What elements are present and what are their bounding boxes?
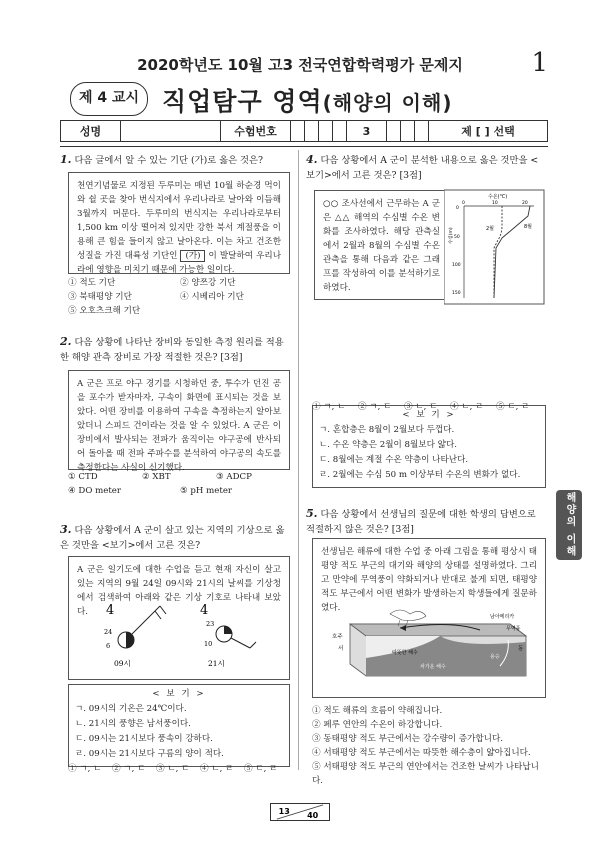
q3-question bbox=[60, 522, 292, 553]
q3-station1-barb bbox=[160, 606, 166, 614]
q4-bogi-item: ㄴ. 수온 약층은 2월이 8월보다 얇다. bbox=[319, 440, 457, 450]
q5-label-australia: 호주 bbox=[332, 634, 343, 640]
subject-side-tab: 해양의 이해 bbox=[556, 490, 582, 560]
q3-station1-dew: 6 bbox=[106, 642, 111, 650]
q5-label-east: 동 bbox=[518, 646, 524, 652]
q4-y-tick: 0 bbox=[456, 206, 459, 211]
page-footer bbox=[270, 803, 330, 821]
q1-choice-4[interactable]: ④ 시베리아 기단 bbox=[180, 292, 244, 302]
q3-weather-symbols bbox=[76, 600, 282, 676]
q2-passage: A 군은 프로 야구 경기를 시청하던 중, 투수가 던진 공을 포수가 받자마자, 구속이 화면에 표시되는 것을 보았다. 어떤 장비를 이용하여 구속을 측정하는지 알아보았더니 스피드 건이라는 것을 알 수 있었다. A 군은 이 장비에서 발사되는 전파가 움직이는 야구공에 반사되어 돌아올 때 전파 주파수를 분석하여 야구공의 속도를 측정한다는 사실이 신기했다. bbox=[68, 370, 290, 470]
q1-choice-1[interactable]: ① 적도 기단 bbox=[68, 278, 116, 288]
q5-passage-text: 선생님은 해류에 대한 수업 중 아래 그림을 통해 평상시 태평양 적도 부근의 대기와 해양의 상태를 설명하였다. 그리고 만약에 무역풍이 약화되거나 반대로 불게 되면, 태평양 적도 부근에서 어떤 변화가 발생하는지 학생들에게 질문하였다. bbox=[321, 547, 537, 613]
q3-choice-2[interactable]: ② ㄱ, ㄷ bbox=[112, 764, 146, 774]
q4-x-tick: 0 bbox=[462, 201, 465, 206]
q4-choice-3[interactable]: ③ ㄴ, ㄷ bbox=[404, 402, 438, 412]
q3-bogi-title: < 보 기 > bbox=[152, 689, 206, 699]
exam-number-digit-box[interactable] bbox=[415, 121, 429, 141]
q3-station1-barb bbox=[155, 611, 161, 619]
q4-temperature-graph bbox=[444, 186, 546, 316]
q3-bogi-item: ㄹ. 09시는 21시보다 구름의 양이 적다. bbox=[75, 749, 224, 759]
q4-passage: ○○ 조사선에서 근무하는 A 군은 △△ 해역의 수심별 수온 변화를 조사하였다. 해당 관측실에서 2월과 8월의 수심별 수온 관측을 통해 다음과 같은 그래프를 작성하여 이를 분석하기로 하였다. bbox=[314, 190, 444, 300]
q3-station2-barb bbox=[250, 642, 256, 648]
q5-question bbox=[306, 506, 546, 537]
q4-y-tick: 100 bbox=[452, 263, 461, 268]
q4-choices bbox=[312, 400, 546, 414]
q5-label-trade-wind: 무역풍 bbox=[506, 626, 521, 632]
q5-choice-5[interactable]: ⑤ 서태평양 적도 부근의 연안에서는 건조한 날씨가 나타납니다. bbox=[312, 762, 539, 786]
q4-series-feb bbox=[494, 206, 502, 298]
header-divider bbox=[60, 146, 548, 147]
q1-passage-part2: 이 발달하여 우리나라에 영향을 미치기 때문에 가능한 일이다. bbox=[77, 251, 282, 275]
q3-station2-dew: 10 bbox=[204, 640, 213, 648]
q3-station2-temp: 23 bbox=[206, 620, 215, 628]
q2-choice-3[interactable]: ③ ADCP bbox=[216, 472, 252, 482]
subject-main: 직업탐구 영역 bbox=[162, 87, 323, 116]
q5-ocean-surface bbox=[350, 624, 526, 636]
q2-choice-4[interactable]: ④ DO meter bbox=[68, 486, 121, 496]
q3-choice-5[interactable]: ⑤ ㄷ, ㄹ bbox=[244, 764, 278, 774]
page-number: 1 bbox=[531, 48, 548, 78]
q1-choice-3[interactable]: ③ 북태평양 기단 bbox=[68, 292, 132, 302]
q3-station1-wind-shaft bbox=[132, 606, 160, 634]
subject-sub: (해양의 이해) bbox=[322, 91, 453, 115]
q1-passage-part1: 천연기념물로 지정된 두루미는 매년 10월 하순경 먹이와 쉴 곳을 찾아 번식지에서 우리나라로 날아와 이듬해 3월까지 머문다. 두루미의 번식지는 우리나라로부터 1,500 km 이상 떨어져 있지만 강한 북서 계절풍을 이용해 큰 힘을 들이지 않고 날아온다. 이는 차고 건조한 성질을 가진 대륙성 기단인 bbox=[77, 181, 281, 261]
exam-number-label: 수험번호 bbox=[221, 121, 291, 141]
student-info-row bbox=[60, 120, 548, 142]
q3-station2-cloud-fill bbox=[224, 626, 232, 634]
name-label: 성명 bbox=[61, 121, 121, 141]
q4-choice-1[interactable]: ① ㄱ, ㄴ bbox=[312, 402, 346, 412]
q3-station1-num: 4 bbox=[106, 603, 115, 618]
q4-question bbox=[306, 152, 546, 183]
exam-number-fixed-digit: 3 bbox=[347, 121, 387, 141]
q4-series-label-aug: 8월 bbox=[524, 224, 533, 230]
column-divider bbox=[298, 150, 299, 770]
q1-question-text: 다음 글에서 알 수 있는 기단 (가)로 옳은 것은? bbox=[74, 155, 264, 166]
q1-choice-2[interactable]: ② 양쯔강 기단 bbox=[180, 278, 236, 288]
q3-bogi bbox=[68, 684, 290, 767]
q5-label-warm-water: 따뜻한 해수 bbox=[392, 650, 418, 656]
q3-choice-1[interactable]: ① ㄱ, ㄴ bbox=[68, 764, 102, 774]
q4-series-aug bbox=[494, 206, 533, 298]
q3-station1-time: 09시 bbox=[114, 659, 131, 668]
q5-label-cold-water: 차가운 해수 bbox=[420, 664, 446, 670]
q5-number: 5. bbox=[306, 507, 318, 520]
exam-number-digit-box[interactable] bbox=[305, 121, 319, 141]
q3-station1-temp: 24 bbox=[104, 628, 113, 636]
selection-label: 제 [ ] 선택 bbox=[461, 125, 515, 138]
q5-choices bbox=[312, 704, 546, 788]
footer-right: 40 bbox=[307, 811, 319, 821]
q4-bogi-item: ㄹ. 2월에는 수심 50 m 이상부터 수온의 변화가 없다. bbox=[319, 470, 521, 480]
q2-choice-5[interactable]: ⑤ pH meter bbox=[180, 486, 233, 496]
q2-choice-1[interactable]: ① CTD bbox=[68, 472, 98, 482]
q3-station2-wind-shaft bbox=[231, 638, 250, 648]
q3-choices bbox=[68, 762, 290, 776]
q4-choice-4[interactable]: ④ ㄴ, ㄹ bbox=[450, 402, 484, 412]
exam-number-digit-box[interactable] bbox=[291, 121, 305, 141]
q5-choice-1[interactable]: ① 적도 해류의 흐름이 약해집니다. bbox=[312, 706, 443, 716]
q5-question-text: 다음 상황에서 선생님의 질문에 대한 학생의 답변으로 적절하지 않은 것은? [3점] bbox=[306, 509, 536, 535]
q2-question-text: 다음 상황에 나타난 장비와 동일한 측정 원리를 적용한 해양 관측 장비로 가장 적절한 것은? [3점] bbox=[60, 337, 284, 363]
q3-station2-num: 4 bbox=[200, 603, 209, 618]
q4-y-tick: 150 bbox=[452, 291, 461, 296]
q4-x-tick: 10 bbox=[492, 201, 498, 206]
q1-number: 1. bbox=[60, 153, 72, 166]
q1-question bbox=[60, 152, 290, 168]
q5-choice-3[interactable]: ③ 동태평양 적도 부근에서는 강수량이 증가합니다. bbox=[312, 734, 504, 744]
q3-bogi-item: ㄱ. 09시의 기온은 24℃이다. bbox=[75, 704, 187, 714]
q3-bogi-item: ㄷ. 09시는 21시보다 풍속이 강하다. bbox=[75, 734, 213, 744]
q5-label-upwelling: 용승 bbox=[490, 654, 500, 660]
q3-station2-time: 21시 bbox=[208, 659, 225, 668]
q2-question bbox=[60, 334, 292, 365]
q4-y-title: 수심(m) bbox=[449, 227, 454, 244]
q3-passage-text: A 군은 일기도에 대한 수업을 듣고 현재 자신이 살고 있는 지역의 9월 24일 09시와 21시의 날씨를 기상청에서 검색하여 아래와 같은 기상 기호로 나타내 보았다. bbox=[77, 565, 281, 617]
q4-bogi-title: < 보 기 > bbox=[402, 410, 456, 420]
q4-question-text: 다음 상황에서 A 군이 분석한 내용으로 옳은 것만을 <보기>에서 고른 것은? [3점] bbox=[306, 155, 539, 181]
exam-number-digit-box[interactable] bbox=[387, 121, 401, 141]
q5-label-south-america: 남아메리카 bbox=[490, 614, 515, 620]
exam-number-digit-box[interactable] bbox=[333, 121, 347, 141]
q1-passage bbox=[68, 172, 290, 274]
q5-ocean-diagram bbox=[330, 606, 530, 694]
exam-title: 2020학년도 10월 고3 전국연합학력평가 문제지 bbox=[137, 56, 463, 74]
q4-bogi-item: ㄱ. 혼합층은 8월이 2월보다 두껍다. bbox=[319, 425, 455, 435]
q2-choices bbox=[68, 470, 290, 498]
q2-choice-2[interactable]: ② XBT bbox=[142, 472, 171, 482]
footer-left: 13 bbox=[278, 806, 290, 816]
q1-blank: (가) bbox=[180, 250, 205, 262]
q4-bogi bbox=[312, 405, 546, 488]
q4-y-tick: 50 bbox=[454, 235, 460, 240]
q5-label-west: 서 bbox=[338, 646, 344, 652]
q5-choice-2[interactable]: ② 페루 연안의 수온이 하강합니다. bbox=[312, 720, 443, 730]
period-label: 제 4 교시 bbox=[70, 82, 148, 116]
q4-number: 4. bbox=[306, 153, 318, 166]
q3-choice-4[interactable]: ④ ㄴ, ㄹ bbox=[200, 764, 234, 774]
q3-bogi-item: ㄴ. 21시의 풍향은 남서풍이다. bbox=[75, 719, 191, 729]
q4-x-title: 수온(℃) bbox=[488, 194, 508, 200]
q1-choice-5[interactable]: ⑤ 오호츠크해 기단 bbox=[68, 306, 141, 316]
q4-series-label-feb: 2월 bbox=[486, 226, 495, 232]
exam-number-digit-box[interactable] bbox=[319, 121, 333, 141]
name-field[interactable] bbox=[121, 121, 221, 141]
q5-cloud-icon bbox=[390, 610, 426, 621]
subject-title bbox=[162, 82, 452, 118]
q4-x-tick: 20 bbox=[522, 201, 528, 206]
q3-number: 3. bbox=[60, 523, 72, 536]
q4-choice-5[interactable]: ⑤ ㄷ, ㄹ bbox=[496, 402, 530, 412]
q5-choice-4[interactable]: ④ 서태평양 적도 부근에서는 따뜻한 해수층이 얇아집니다. bbox=[312, 748, 531, 758]
q4-choice-2[interactable]: ② ㄱ, ㄷ bbox=[358, 402, 392, 412]
exam-number-digit-box[interactable] bbox=[401, 121, 415, 141]
q3-station1-cloud-fill bbox=[126, 632, 134, 648]
q4-bogi-item: ㄷ. 8월에는 계절 수온 약층이 나타난다. bbox=[319, 455, 469, 465]
q3-question-text: 다음 상황에서 A 군이 살고 있는 지역의 기상으로 옳은 것만을 <보기>에서 고른 것은? bbox=[60, 525, 285, 551]
q2-number: 2. bbox=[60, 335, 72, 348]
q1-choices bbox=[68, 276, 290, 318]
q3-choice-3[interactable]: ③ ㄴ, ㄷ bbox=[156, 764, 190, 774]
